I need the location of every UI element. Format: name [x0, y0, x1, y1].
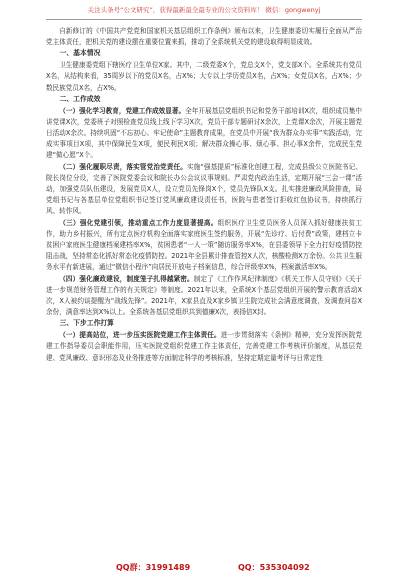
subheading: （四）强化廉政建设，制度笼子扎得越紧密。 [59, 274, 194, 283]
section-heading-results: 二、工作成效 [59, 94, 101, 103]
document-body [46, 26, 362, 364]
subheading: （一）提高站位，进一步压实医院党建工作主体责任。 [59, 331, 221, 340]
footer-contact [0, 562, 408, 574]
results-paragraph-1: （一）强化学习教育，党建工作成效显著。全年开展基层党组织书记和党务干部培训X次，组织成员集中讲党课X次，党委班子对照检查党员线上线下学习X次，党员干部专题研讨X余次，上党课X余次，开展主题党日活动X余次。持续巩固“不忘初心、牢记使命”主题教育成果，在党员中开展“我为群众办实事”实践活动，完成实事项目X项，其中保障民生X项，便民利民X项；解决群众操心事、烦心事、担心事X余件，完成民生党建“做心愿”X个。 [46, 106, 362, 160]
results-paragraph-3: （三）强化党建引领，推动重点工作力度显著提高。组织医疗卫生党员医务人员深入抓好健康扶贫工作，助力乡村振兴，所有定点医疗机构全面落实家庭医生签约服务，开展“先诊疗、后付费”政策，建档立卡贫困户家庭医生健康档案建档率X%，贫困患者“一人一策”随访服务率X%，在县委领导下全力打好疫情防控阻击战，坚持常态化抓好常态化疫情防控。2021年全县累计排查管控X人次，核酸检测X万余份。公共卫生服务水平有新进展，通过“微信小程序”向居民开放电子档案信息，综合评级率X%，档案激活率X%。 [46, 218, 363, 272]
section-heading-basic: 一、基本情况 [59, 49, 101, 58]
subheading: （一）强化学习教育，党建工作成效显著。 [59, 106, 186, 115]
header-divider [46, 19, 362, 20]
results-paragraph-4: （四）强化廉政建设，制度笼子扎得越紧密。制定了《工作作风纪律制度》《机关工作人员守则》《关于进一步规范财务管理工作的有关规定》等制度。2021年以来，全系统X个基层党组织开展的警示教育活动X次，X人被约谈提醒为“战线先锋”。2021年，X家县直及X家乡镇卫生院完成社会满意度调查，发调查问卷X余份，满意率达到X%以上。全系统各基层党组织共到德廉X次，表扬信X封。 [46, 274, 363, 317]
qq-number-text: QQ：535304092 [238, 563, 310, 572]
subheading: （二）强化履职尽责，落实管党治党责任。 [59, 162, 187, 171]
plans-paragraph-1: （一）提高站位，进一步压实医院党建工作主体责任。进一步贯彻落实《条例》精神，充分发挥医院党建工作指导委员会职能作用，压实医院党组织党建工作主体责任，完善党建工作考核评价制度，从基层党建、党风廉政、意识形态及业务推进等方面制定科学的考核标准，坚持定期定量考评与日常定性 [46, 331, 363, 362]
qq-group-text: QQ群：31991489 [116, 563, 191, 572]
top-banner: 关注头条号“公文研究”，获得最新最全最专业的公文资料库！ 微信：gongwenyj [0, 6, 408, 15]
section-heading-plans: 三、下步工作打算 [59, 319, 114, 328]
results-paragraph-2: （二）强化履职尽责，落实管党治党责任。实施“强基提质”标准化创建工程，完成县级公立医院书记、院长岗位分设，完善了医院党委会议和院长办公会议议事规则。严肃党内政治生活，定期开展“三会一课”活动，加强党员队伍建设，发展党员X人，设立党员先锋岗X个，党员先锋队X支。扎实推进廉政风险排查，局党组书记与各基层单位党组织书记签订党风廉政建设责任书，医院与患者签订拒收红包协议书，持续抓行风、转作风。 [46, 162, 362, 216]
intro-paragraph: 自新修订的《中国共产党党和国家机关基层组织工作条例》颁布以来，卫生健康委切实履行全面从严治党主体责任，把机关党的建设摆在重要位置来抓，推动了全系统机关党的建设取得明显成效。 [46, 27, 362, 47]
basic-paragraph: 卫生健康委党组下辖医疗卫生单位X家。其中，二级党委X个，党总支X个，党支部X个。全系统共有党员X名，从结构来看，35周岁以下的党员X名，占X%；大专以上学历党员X名，占X%；女党员X名，占X%；少数民族党员X名，占X%。 [46, 61, 362, 92]
subheading: （三）强化党建引领，推动重点工作力度显著提高。 [59, 218, 218, 227]
